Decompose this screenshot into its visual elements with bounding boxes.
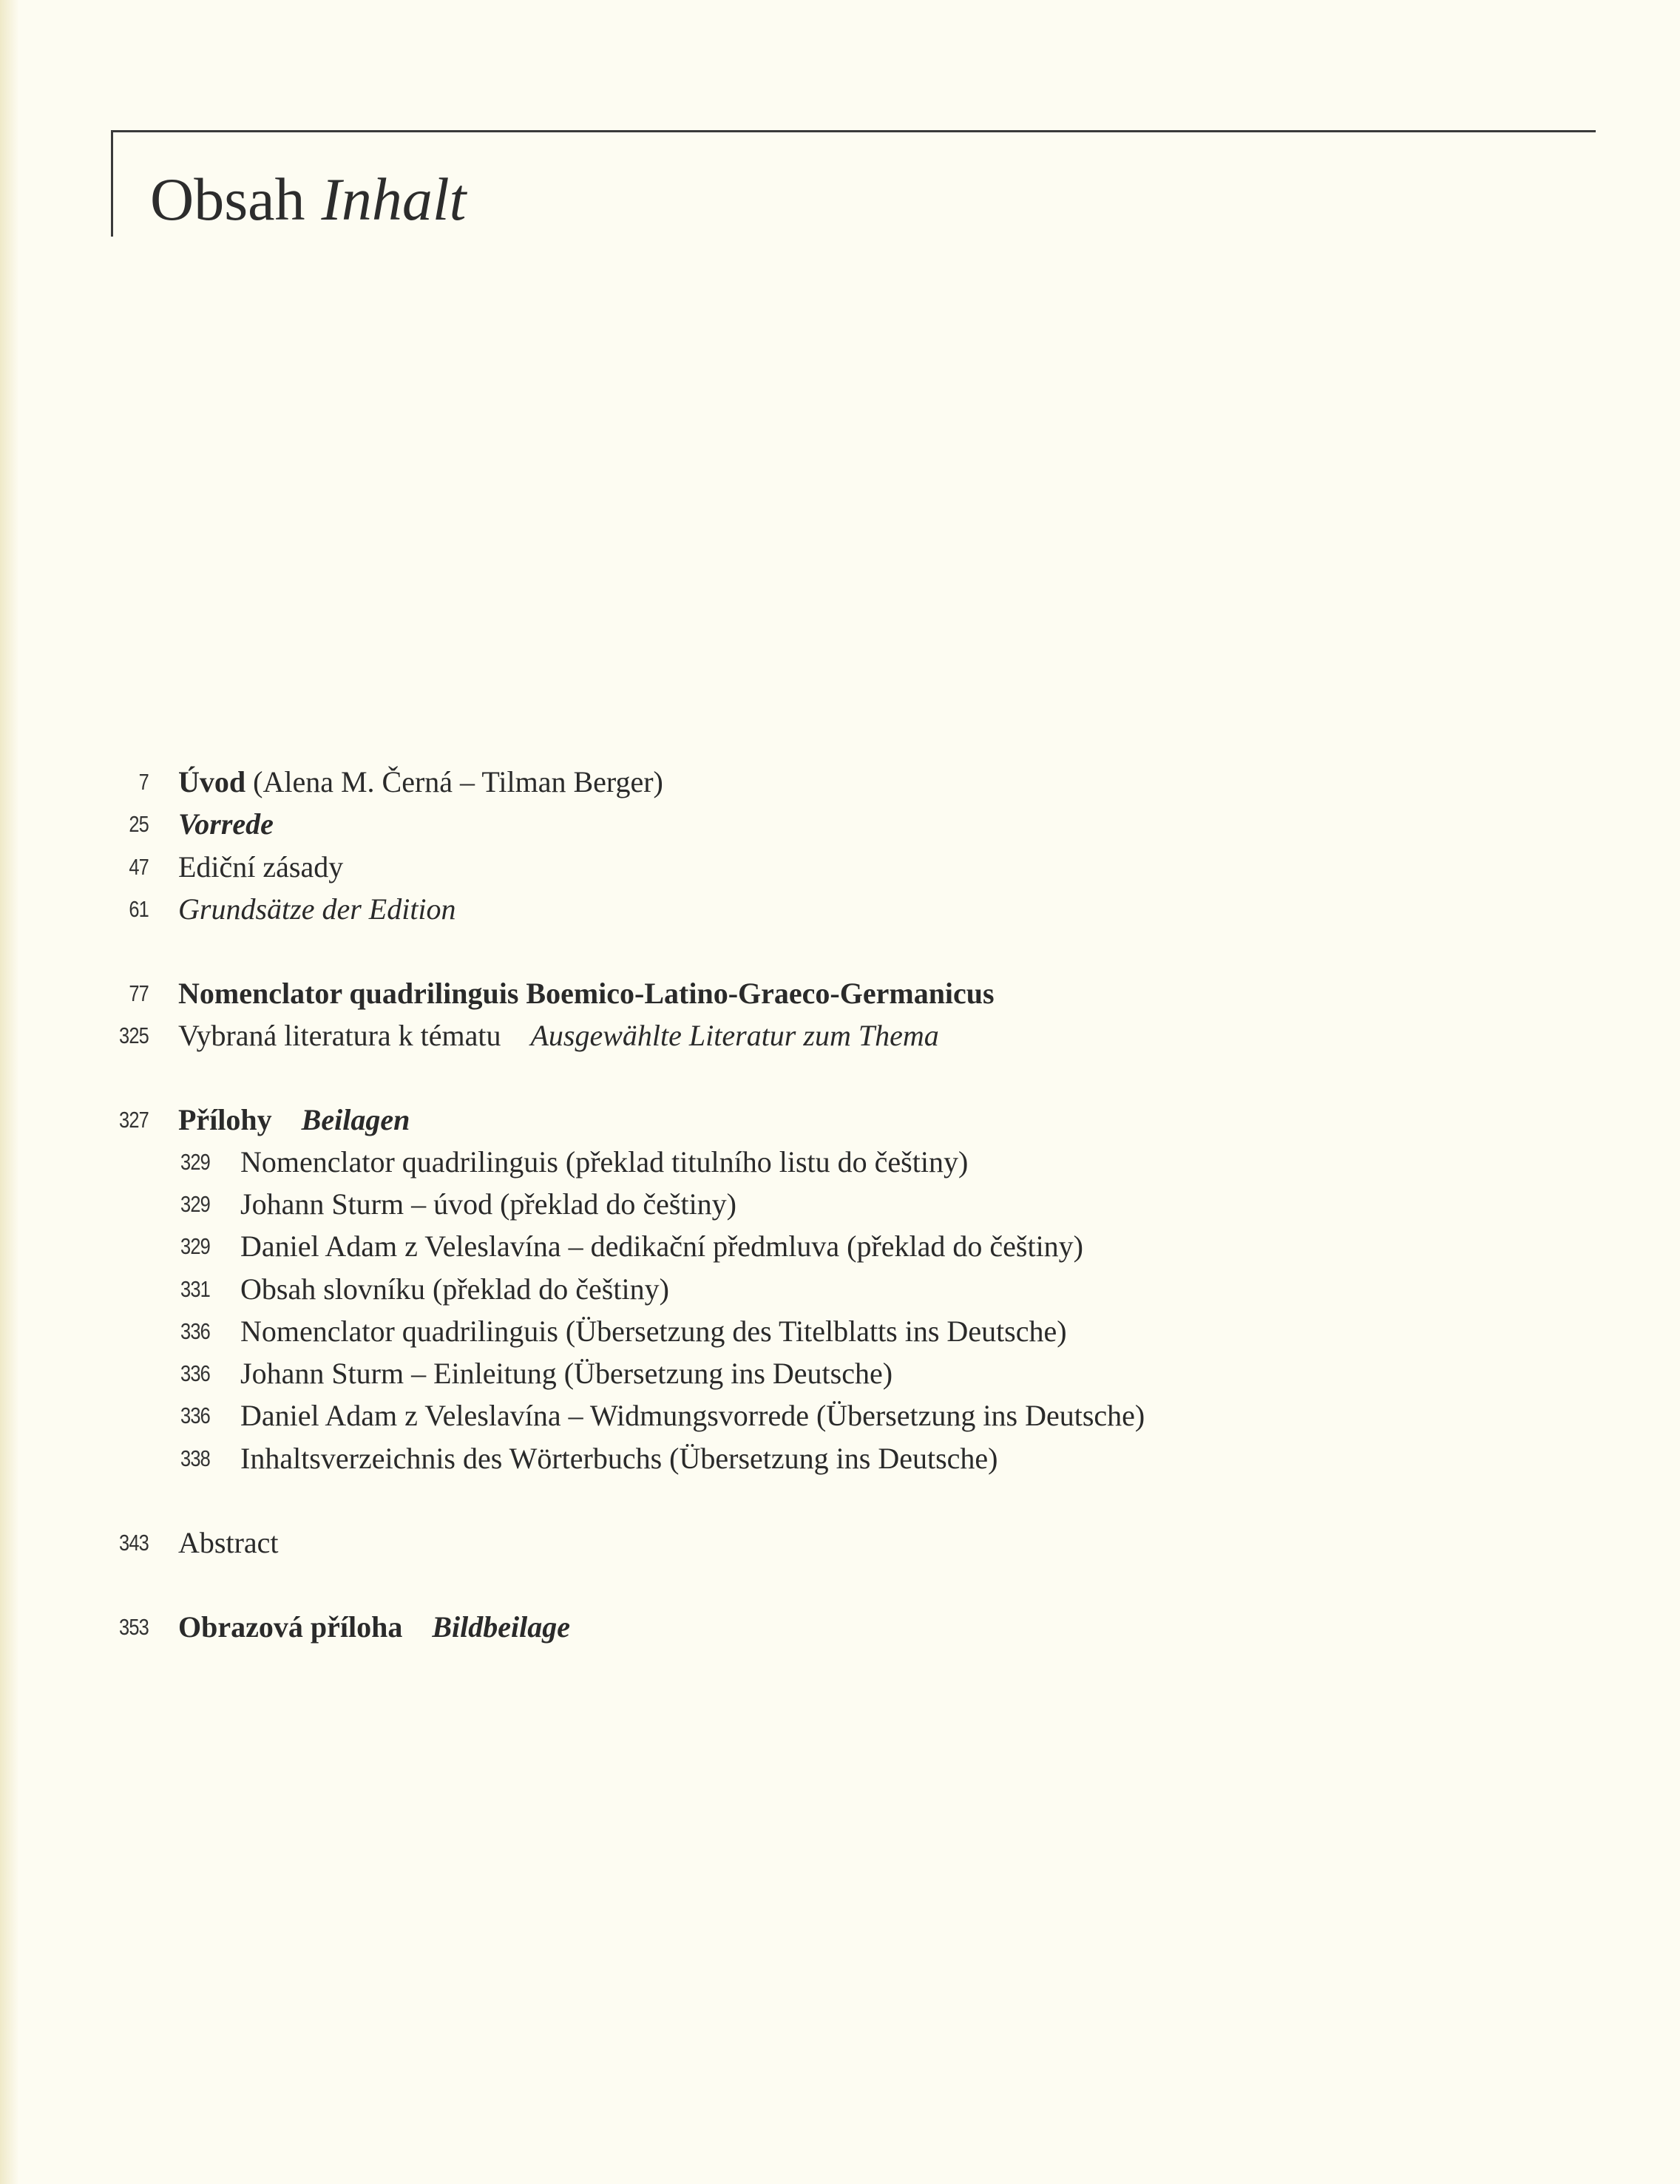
toc-entry-title: [178, 1099, 410, 1141]
toc-page-number: 331: [180, 1276, 210, 1302]
toc-page-number: 353: [119, 1614, 149, 1640]
toc-entry-title: Inhaltsverzeichnis des Wörterbuchs (Übersetzung ins Deutsche): [240, 1442, 998, 1475]
toc-page-number: 336: [180, 1360, 210, 1386]
toc-page-number: 7: [138, 769, 149, 795]
toc-entry-abstract[interactable]: [0, 1522, 1680, 1564]
toc-page-number: 329: [180, 1191, 210, 1217]
toc-page-number: 338: [180, 1445, 210, 1471]
toc-title-czech: Vybraná literatura k tématu: [178, 1019, 501, 1052]
page-title-german: Inhalt: [321, 166, 467, 233]
toc-subentry[interactable]: [0, 1438, 1680, 1479]
toc-entry-title: Johann Sturm – Einleitung (Übersetzung ins Deutsche): [240, 1357, 893, 1390]
toc-subentry[interactable]: [0, 1184, 1680, 1225]
toc-entry-title: Nomenclator quadrilinguis (překlad titulního listu do češtiny): [240, 1145, 969, 1179]
toc-entry-title: Obsah slovníku (překlad do češtiny): [240, 1272, 669, 1306]
toc-entry-title: Nomenclator quadrilinguis (Übersetzung des Titelblatts ins Deutsche): [240, 1315, 1067, 1348]
toc-entry-vorrede[interactable]: [0, 804, 1680, 845]
toc-subentry[interactable]: [0, 1395, 1680, 1437]
toc-page-number: 336: [180, 1318, 210, 1344]
toc-page-number: 25: [129, 811, 149, 837]
toc-entry-title: Vorrede: [178, 807, 274, 841]
toc-subentry[interactable]: [0, 1226, 1680, 1267]
toc-entry-prilohy[interactable]: [0, 1099, 1680, 1141]
toc-entry-title: Johann Sturm – úvod (překlad do češtiny): [240, 1187, 736, 1221]
toc-page-number: 47: [129, 854, 149, 880]
toc-page-number: 61: [129, 896, 149, 922]
toc-entry-title: Grundsätze der Edition: [178, 892, 456, 926]
toc-title-czech: Přílohy: [178, 1103, 272, 1136]
page-title-czech: Obsah: [150, 166, 305, 233]
toc-title-german: Beilagen: [301, 1103, 410, 1136]
toc-entry-title: [178, 1607, 570, 1648]
toc-entry-nomenclator[interactable]: [0, 973, 1680, 1014]
toc-entry-grundsatze[interactable]: [0, 889, 1680, 930]
toc-title-bold: Úvod: [178, 765, 246, 798]
toc-title-german: Bildbeilage: [432, 1610, 570, 1644]
toc-page-number: 325: [119, 1023, 149, 1048]
toc-entry-title: Daniel Adam z Veleslavína – Widmungsvorrede (Übersetzung ins Deutsche): [240, 1399, 1145, 1432]
toc-subentry[interactable]: [0, 1269, 1680, 1310]
toc-page-number: 343: [119, 1530, 149, 1556]
toc-page-number: 329: [180, 1149, 210, 1175]
toc-entry-title: Daniel Adam z Veleslavína – dedikační předmluva (překlad do češtiny): [240, 1230, 1083, 1263]
toc-entry-title: [178, 762, 663, 803]
toc-entry-obrazova-priloha[interactable]: [0, 1607, 1680, 1648]
toc-subentry[interactable]: [0, 1142, 1680, 1183]
toc-page-number: 77: [129, 980, 149, 1006]
toc-entry-literatura[interactable]: [0, 1015, 1680, 1057]
toc-entry-title: Nomenclator quadrilinguis Boemico-Latino-Graeco-Germanicus: [178, 977, 995, 1010]
toc-page-number: 327: [119, 1107, 149, 1133]
toc-entry-title: [178, 1015, 939, 1057]
toc-title-german: Ausgewählte Literatur zum Thema: [530, 1019, 939, 1052]
toc-page-number: 336: [180, 1403, 210, 1428]
toc-title-czech: Obrazová příloha: [178, 1610, 403, 1644]
toc-entry-title: Abstract: [178, 1526, 279, 1559]
toc-authors: (Alena M. Černá – Tilman Berger): [245, 765, 663, 798]
toc-entry-title: Ediční zásady: [178, 850, 344, 884]
toc-subentry[interactable]: [0, 1311, 1680, 1352]
toc-entry-edicni-zasady[interactable]: [0, 847, 1680, 888]
toc-subentry[interactable]: [0, 1353, 1680, 1394]
toc-entry-uvod[interactable]: [0, 762, 1680, 803]
toc-page-number: 329: [180, 1233, 210, 1259]
